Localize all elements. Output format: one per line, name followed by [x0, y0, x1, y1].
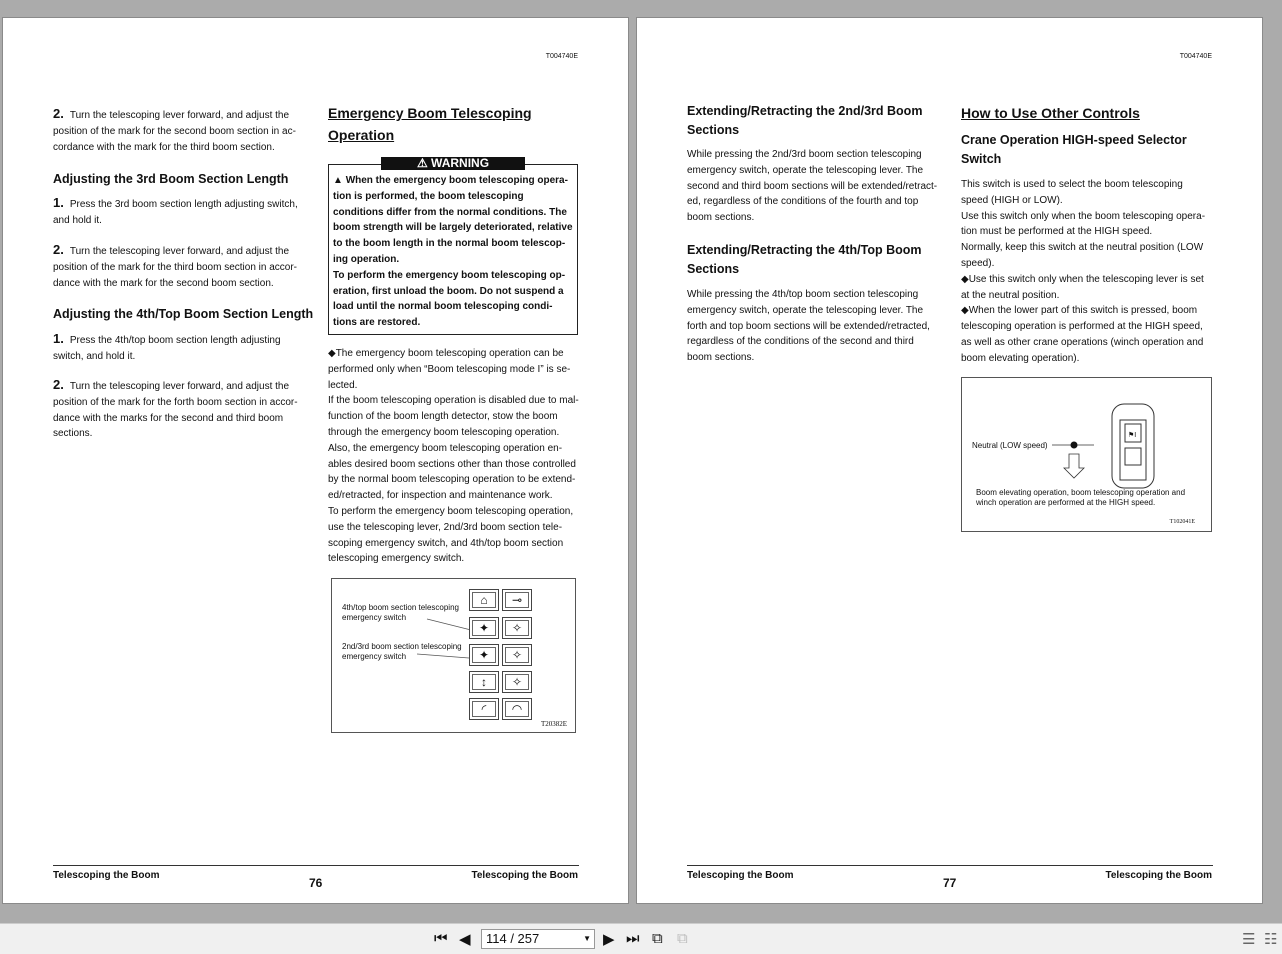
page-76 — [2, 17, 629, 904]
step-number: 2. — [53, 242, 64, 257]
text-line: boom sections. — [687, 212, 755, 224]
single-page-view-icon[interactable]: ☰ — [1242, 931, 1256, 948]
text-line: To perform the emergency boom telescoping operation, — [328, 505, 574, 517]
doc-code: T004740E — [1179, 53, 1212, 60]
switch-diagram — [962, 378, 1213, 533]
text-line: speed (HIGH or LOW). — [961, 194, 1063, 206]
figure-caption — [976, 488, 1185, 508]
switch-icon: ◜ — [469, 698, 499, 720]
text-line: ables desired boom sections other than those controlled — [328, 458, 576, 470]
text-line: Turn the telescoping lever forward, and adjust the — [69, 110, 290, 121]
step-number: 2. — [53, 106, 64, 121]
switch-icon: ✧ — [502, 617, 532, 639]
footer-right: Telescoping the Boom — [1105, 870, 1212, 881]
text-line: If the boom telescoping operation is disabled due to mal- — [328, 395, 579, 407]
text-line: Sections — [687, 262, 740, 276]
figure-code: T102041E — [1169, 519, 1195, 525]
heading-2nd-3rd — [687, 102, 922, 140]
text-line: Operation — [328, 127, 395, 143]
text-line: Crane Operation HIGH-speed Selector — [961, 133, 1187, 147]
text-line: 4th/top boom section telescoping — [342, 603, 459, 612]
text-line: position of the mark for the forth boom section in accor- — [53, 396, 298, 408]
last-page-icon[interactable]: ⏭ — [626, 930, 640, 947]
text-line: sections. — [53, 428, 93, 440]
text-line: emergency switch — [342, 613, 407, 622]
switch-icon: ↕ — [469, 671, 499, 693]
text-line: winch operation are performed at the HIGH speed. — [976, 498, 1156, 507]
text-line: emergency switch, operate the telescoping lever. The — [687, 164, 924, 176]
heading-4th-boom: Adjusting the 4th/Top Boom Section Length — [53, 307, 314, 321]
svg-text:⚑I: ⚑I — [1128, 432, 1137, 439]
step-number: 2. — [53, 377, 64, 392]
paragraph — [687, 287, 930, 366]
step-1 — [53, 331, 281, 365]
text-line: boom strength will be largely deteriorated, relative — [333, 222, 573, 234]
subheading — [961, 131, 1187, 169]
text-line: through the emergency boom telescoping operation. — [328, 426, 560, 438]
text-line: Emergency Boom Telescoping — [328, 105, 532, 121]
text-line: as well as other crane operations (winch operation and — [961, 336, 1204, 348]
footer-rule — [53, 865, 579, 866]
text-line: tions are restored. — [333, 317, 421, 329]
step-1 — [53, 195, 298, 229]
text-line: Extending/Retracting the 4th/Top Boom — [687, 243, 922, 257]
warning-label: ⚠ WARNING — [381, 157, 525, 170]
text-line: dance with the mark for the second boom section. — [53, 277, 274, 289]
text-line: ed, regardless of the conditions of the fourth and top — [687, 196, 919, 208]
text-line: Normally, keep this switch at the neutral position (LOW — [961, 242, 1204, 254]
text-line: to the boom length in the normal boom telescop- — [333, 238, 566, 250]
heading-3rd-boom: Adjusting the 3rd Boom Section Length — [53, 172, 289, 186]
step-2 — [53, 242, 297, 291]
text-line: position of the mark for the second boom section in ac- — [53, 125, 296, 137]
text-line: and hold it. — [53, 214, 102, 226]
description — [328, 346, 583, 567]
text-line: forth and top boom sections will be extended/retracted, — [687, 320, 930, 332]
neutral-label: Neutral (LOW speed) — [972, 441, 1048, 450]
back-view-icon[interactable]: ⧉ — [652, 930, 663, 947]
step-number: 1. — [53, 331, 64, 346]
text-line: scoping emergency switch, and 4th/top boom section — [328, 537, 564, 549]
text-line: telescoping emergency switch. — [328, 553, 465, 565]
text-line: boom elevating operation). — [961, 352, 1080, 364]
text-line: Press the 3rd boom section length adjusting switch, — [69, 199, 298, 210]
footer-left: Telescoping the Boom — [53, 870, 160, 881]
text-line: speed). — [961, 257, 995, 269]
text-line: Turn the telescoping lever forward, and adjust the — [69, 246, 290, 257]
step-2 — [53, 377, 298, 442]
page-number: 77 — [943, 876, 957, 890]
switch-icon: ✦ — [469, 617, 499, 639]
text-line: While pressing the 2nd/3rd boom section telescoping — [687, 149, 922, 160]
text-line: ing operation. — [333, 253, 400, 265]
section-title: How to Use Other Controls — [961, 105, 1140, 121]
switch-icon: ✦ — [469, 644, 499, 666]
switch-icon: ⊸ — [502, 589, 532, 611]
switch-panel-figure — [331, 578, 576, 733]
footer-rule — [687, 865, 1213, 866]
text-line: Switch — [961, 152, 1002, 166]
step-text — [53, 106, 303, 155]
text-line: While pressing the 4th/top boom section telescoping — [687, 289, 919, 300]
paragraph — [961, 177, 1216, 367]
first-page-icon[interactable]: ⏮ — [434, 930, 448, 947]
step-2 — [53, 106, 303, 155]
text-line: ◆When the lower part of this switch is pressed, boom — [961, 305, 1198, 317]
prev-page-icon[interactable]: ◀ — [459, 931, 471, 948]
text-line: dance with the marks for the second and third boom — [53, 412, 284, 424]
continuous-view-icon[interactable]: ☷ — [1264, 931, 1278, 948]
page-77 — [636, 17, 1263, 904]
text-line: tion is performed, the boom telescoping — [333, 190, 524, 202]
pdf-toolbar — [0, 923, 1282, 954]
next-page-icon[interactable]: ▶ — [603, 931, 615, 948]
doc-code: T004740E — [545, 53, 578, 60]
text-line: emergency switch, operate the telescoping lever. The — [687, 304, 924, 316]
section-title — [328, 102, 532, 146]
paragraph — [687, 147, 937, 226]
forward-view-icon[interactable]: ⧉ — [677, 930, 688, 947]
text-line: switch, and hold it. — [53, 350, 136, 362]
text-line: ◆Use this switch only when the telescoping lever is set — [961, 273, 1204, 285]
text-line: Turn the telescoping lever forward, and adjust the — [69, 381, 290, 392]
switch-icon: ✧ — [502, 644, 532, 666]
text-line: Also, the emergency boom telescoping operation en- — [328, 442, 563, 454]
text-line: ed/retracted, for inspection and maintenance work. — [328, 490, 553, 502]
page-number-input[interactable]: 114 / 257 ▼ — [481, 929, 595, 949]
text-line: ◆The emergency boom telescoping operation can be — [328, 348, 564, 359]
page-number: 76 — [309, 876, 323, 890]
footer-left: Telescoping the Boom — [687, 870, 794, 881]
text-line: 2nd/3rd boom section telescoping — [342, 642, 462, 651]
text-line: performed only when “Boom telescoping mode I” is se- — [328, 363, 571, 375]
text-line: Sections — [687, 123, 740, 137]
text-line: Use this switch only when the boom telescoping opera- — [961, 210, 1206, 222]
text-line: ▲ When the emergency boom telescoping opera- — [333, 175, 568, 186]
text-line: Boom elevating operation, boom telescoping operation and — [976, 488, 1186, 497]
text-line: lected. — [328, 379, 358, 391]
switch-icon: ◠ — [502, 698, 532, 720]
figure-code: T20382E — [540, 720, 567, 728]
switch-icon: ✧ — [502, 671, 532, 693]
text-line: conditions differ from the normal conditions. The — [333, 206, 567, 218]
text-line: cordance with the mark for the third boom section. — [53, 141, 275, 153]
text-line: use the telescoping lever, 2nd/3rd boom section tele- — [328, 521, 563, 533]
text-line: position of the mark for the third boom section in accor- — [53, 261, 298, 273]
text-line: emergency switch — [342, 652, 407, 661]
text-line: Extending/Retracting the 2nd/3rd Boom — [687, 104, 923, 118]
footer-right: Telescoping the Boom — [471, 870, 578, 881]
selector-switch-figure — [961, 377, 1212, 532]
text-line: Press the 4th/top boom section length adjusting — [69, 335, 281, 346]
heading-4th-top — [687, 241, 922, 279]
text-line: tion must be performed at the HIGH speed. — [961, 226, 1153, 238]
text-line: boom sections. — [687, 352, 755, 364]
text-line: regardless of the conditions of the second and third — [687, 336, 914, 348]
text-line: by the normal boom telescoping operation to be extend- — [328, 474, 576, 486]
step-number: 1. — [53, 195, 64, 210]
text-line: at the neutral position. — [961, 289, 1060, 301]
text-line: eration, first unload the boom. Do not suspend a — [333, 285, 564, 297]
text-line: This switch is used to select the boom telescoping — [961, 179, 1183, 190]
text-line: load until the normal boom telescoping condi- — [333, 301, 553, 313]
switch-icon: ⌂ — [469, 589, 499, 611]
chevron-down-icon[interactable]: ▼ — [583, 934, 591, 943]
text-line: To perform the emergency boom telescoping op- — [333, 269, 566, 281]
text-line: function of the boom length detector, stow the boom — [328, 411, 558, 423]
text-line: second and third boom sections will be extended/retract- — [687, 180, 938, 192]
warning-box — [328, 156, 578, 335]
text-line: telescoping operation is performed at the HIGH speed, — [961, 321, 1203, 333]
